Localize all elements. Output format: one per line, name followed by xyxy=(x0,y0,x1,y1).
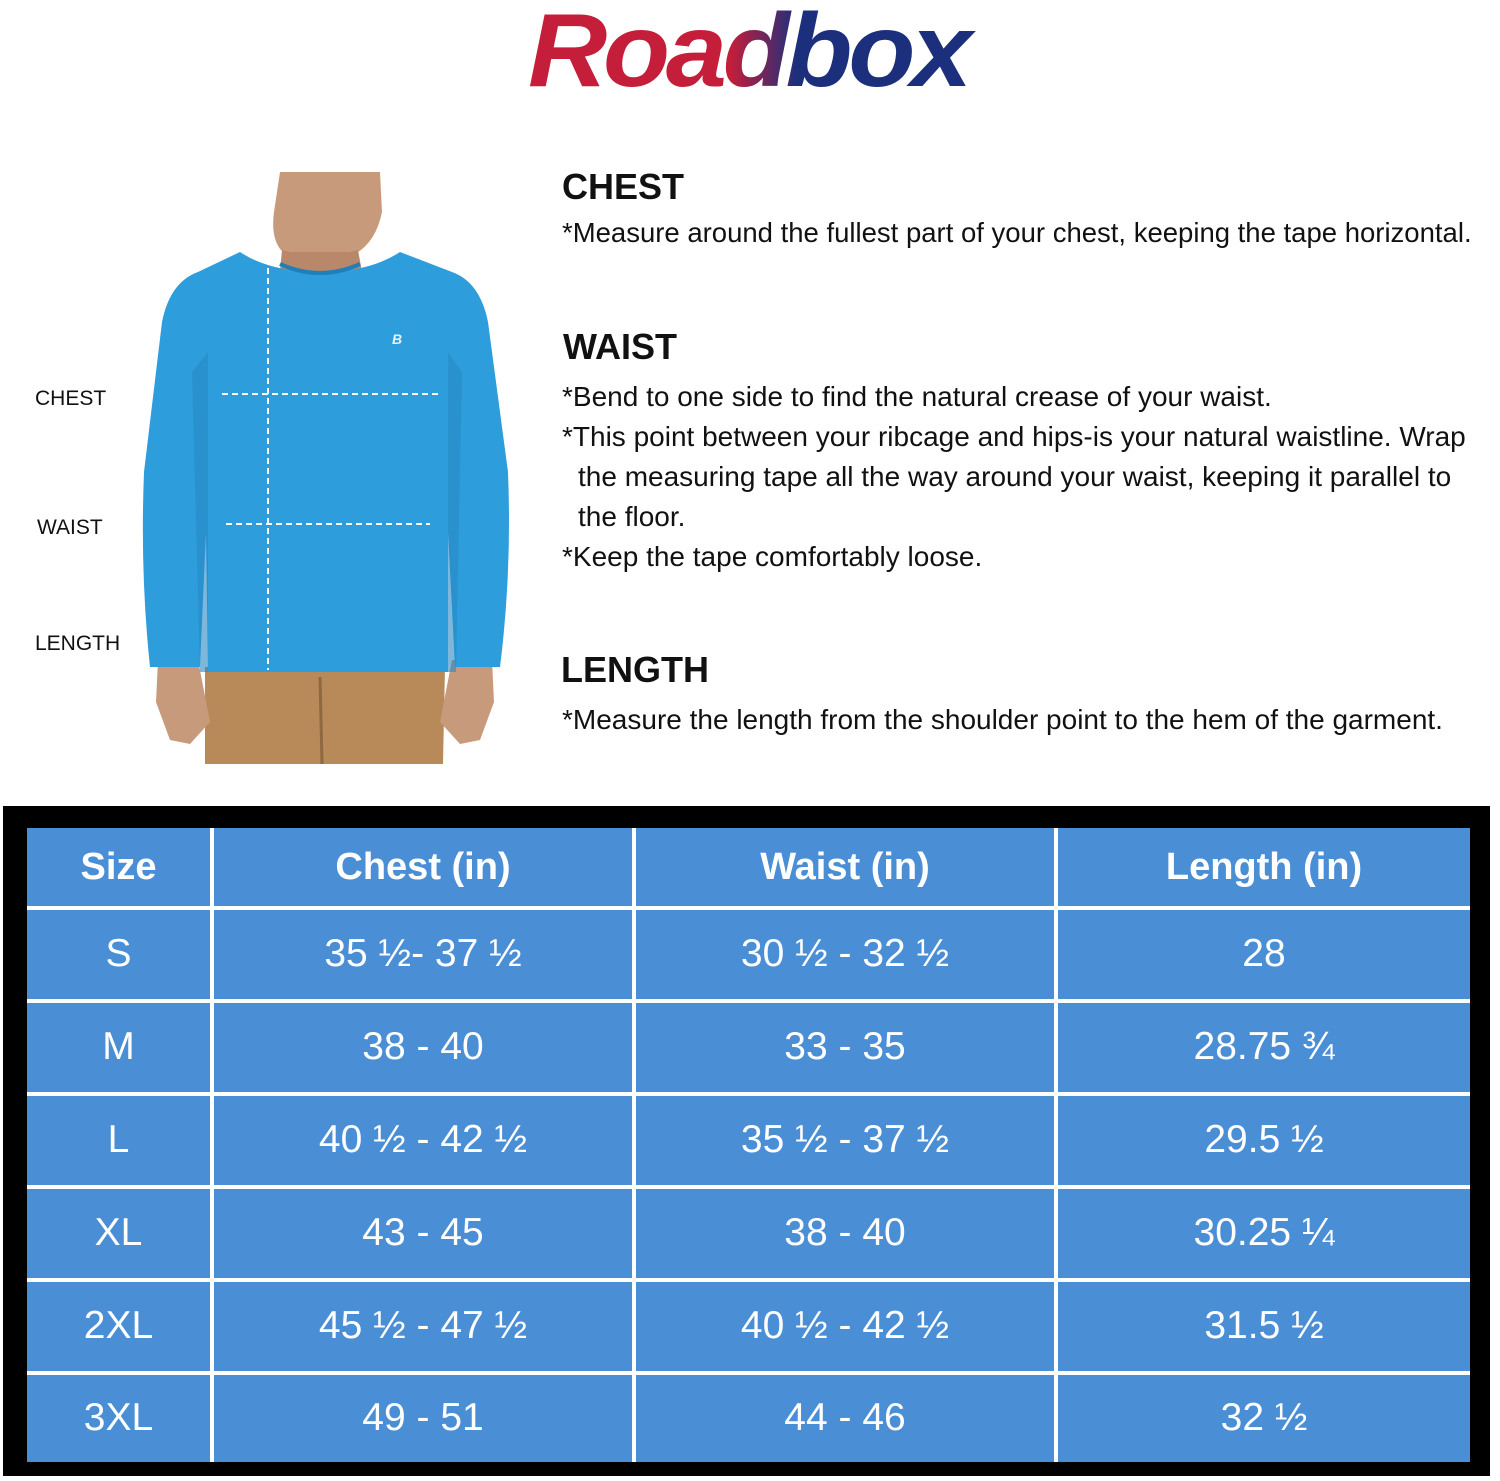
shirt-model-illustration xyxy=(130,172,520,764)
header-waist: Waist (in) xyxy=(634,828,1056,908)
chest-cell: 49 - 51 xyxy=(212,1373,634,1462)
brand-logo xyxy=(520,0,980,100)
waist-instruction-2: *This point between your ribcage and hips-is your natural waistline. Wrap xyxy=(562,421,1466,452)
length-cell: 31.5 ½ xyxy=(1056,1280,1470,1373)
waist-cell: 30 ½ - 32 ½ xyxy=(634,908,1056,1001)
chest-instruction: *Measure around the fullest part of your chest, keeping the tape horizontal. xyxy=(562,217,1472,248)
size-chart xyxy=(3,806,1490,1476)
length-cell: 29.5 ½ xyxy=(1056,1094,1470,1187)
length-cell: 30.25 ¼ xyxy=(1056,1187,1470,1280)
length-instruction: *Measure the length from the shoulder point to the hem of the garment. xyxy=(562,704,1443,735)
size-cell: S xyxy=(27,908,212,1001)
waist-instruction-4: the floor. xyxy=(578,501,686,532)
waist-cell: 35 ½ - 37 ½ xyxy=(634,1094,1056,1187)
length-cell: 28 xyxy=(1056,908,1470,1001)
waist-cell: 38 - 40 xyxy=(634,1187,1056,1280)
size-cell: 3XL xyxy=(27,1373,212,1462)
chest-cell: 45 ½ - 47 ½ xyxy=(212,1280,634,1373)
waist-heading: WAIST xyxy=(563,326,677,367)
waist-cell: 33 - 35 xyxy=(634,1001,1056,1094)
logo-wordmark: Roadbox xyxy=(528,0,977,100)
waist-cell: 44 - 46 xyxy=(634,1373,1056,1462)
length-heading: LENGTH xyxy=(561,649,709,690)
table-row xyxy=(27,1373,1470,1462)
table-row xyxy=(27,1187,1470,1280)
chest-cell: 40 ½ - 42 ½ xyxy=(212,1094,634,1187)
waist-instruction-5: *Keep the tape comfortably loose. xyxy=(562,541,983,572)
header-length: Length (in) xyxy=(1056,828,1470,908)
waist-instruction-3: the measuring tape all the way around your waist, keeping it parallel to xyxy=(578,461,1452,492)
length-cell: 28.75 ¾ xyxy=(1056,1001,1470,1094)
table-row xyxy=(27,1094,1470,1187)
model-figure xyxy=(130,172,520,764)
figure-label-waist: WAIST xyxy=(37,516,103,539)
size-cell: 2XL xyxy=(27,1280,212,1373)
roadbox-logo-icon xyxy=(520,0,980,100)
table-row xyxy=(27,1001,1470,1094)
waist-instruction-1: *Bend to one side to find the natural crease of your waist. xyxy=(562,381,1272,412)
header-size: Size xyxy=(27,828,212,908)
chest-cell: 38 - 40 xyxy=(212,1001,634,1094)
chest-heading: CHEST xyxy=(562,166,685,207)
table-header-row xyxy=(27,828,1470,908)
size-cell: L xyxy=(27,1094,212,1187)
figure-label-chest: CHEST xyxy=(35,387,107,410)
size-table xyxy=(27,828,1470,1462)
size-cell: XL xyxy=(27,1187,212,1280)
size-cell: M xyxy=(27,1001,212,1094)
svg-text:B: B xyxy=(392,331,403,347)
table-row xyxy=(27,908,1470,1001)
waist-cell: 40 ½ - 42 ½ xyxy=(634,1280,1056,1373)
chest-cell: 43 - 45 xyxy=(212,1187,634,1280)
chest-cell: 35 ½- 37 ½ xyxy=(212,908,634,1001)
header-chest: Chest (in) xyxy=(212,828,634,908)
table-row xyxy=(27,1280,1470,1373)
figure-label-length: LENGTH xyxy=(35,632,121,655)
length-cell: 32 ½ xyxy=(1056,1373,1470,1462)
